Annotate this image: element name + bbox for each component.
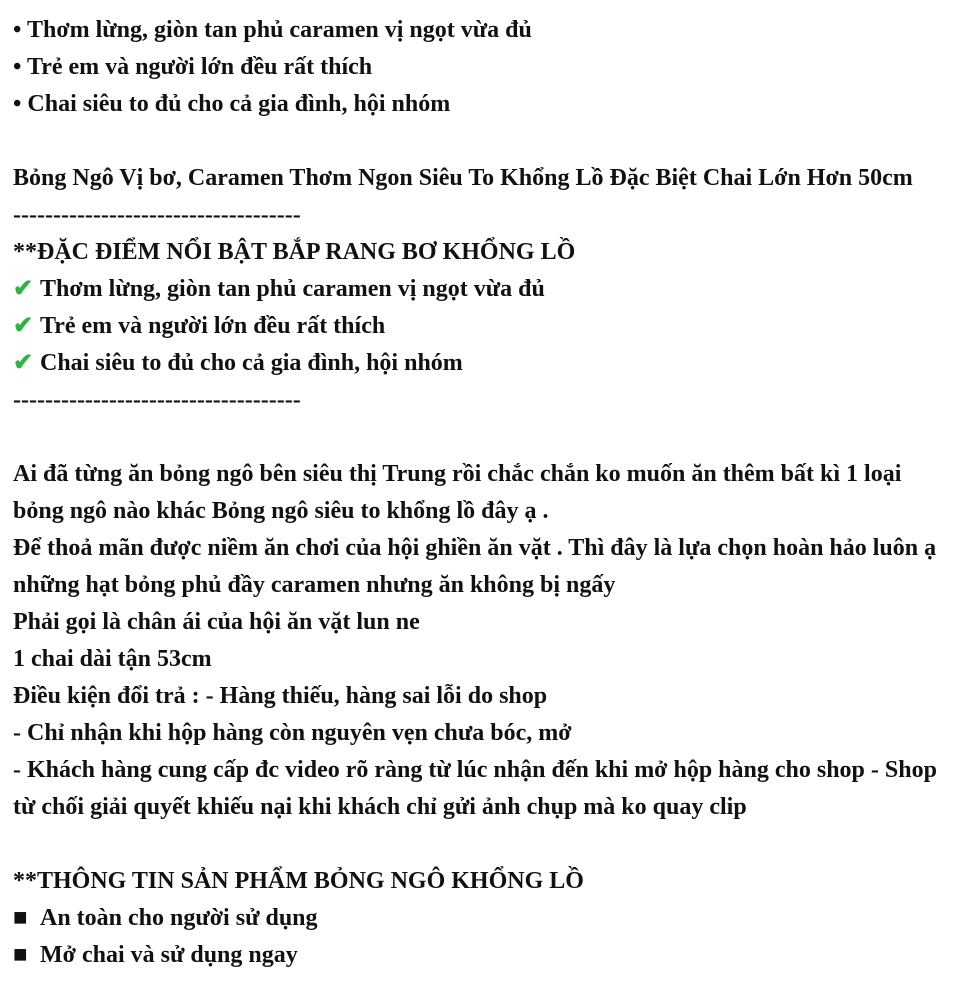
description-paragraph: 1 chai dài tận 53cm <box>13 646 212 672</box>
info-text: An toàn cho người sử dụng <box>40 905 318 931</box>
divider-line: ------------------------------------ <box>13 202 301 228</box>
info-text: Mở chai và sử dụng ngay <box>40 942 298 968</box>
return-policy-line: Điều kiện đổi trả : - Hàng thiếu, hàng sai lỗi do shop <box>13 683 548 709</box>
feature-item <box>13 345 948 382</box>
spacer <box>13 419 948 456</box>
feature-text: Thơm lừng, giòn tan phủ caramen vị ngọt vừa đủ <box>40 276 545 302</box>
product-description <box>13 12 948 974</box>
feature-text: Trẻ em và người lớn đều rất thích <box>40 313 386 339</box>
bullet-line: • Chai siêu to đủ cho cả gia đình, hội nhóm <box>13 91 451 117</box>
features-heading: **ĐẶC ĐIỂM NỔI BẬT BẮP RANG BƠ KHỔNG LỒ <box>13 239 576 265</box>
info-item <box>13 937 948 974</box>
info-item <box>13 900 948 937</box>
spacer <box>13 826 948 863</box>
divider-line: ------------------------------------ <box>13 387 301 413</box>
square-bullet-icon: ■ <box>13 942 28 968</box>
description-paragraph: Phải gọi là chân ái của hội ăn vặt lun ne <box>13 609 420 635</box>
spacer <box>13 123 948 160</box>
description-paragraph: Ai đã từng ăn bỏng ngô bên siêu thị Trung rồi chắc chắn ko muốn ăn thêm bất kì 1 loại bỏng ngô nào khác Bỏng ngô siêu to khổng lồ đây ạ . <box>13 461 902 524</box>
return-policy-line: - Chỉ nhận khi hộp hàng còn nguyên vẹn chưa bóc, mở <box>13 720 572 746</box>
bullet-line: • Trẻ em và người lớn đều rất thích <box>13 54 373 80</box>
checkmark-icon: ✔ <box>13 313 34 339</box>
feature-text: Chai siêu to đủ cho cả gia đình, hội nhóm <box>40 350 463 376</box>
return-policy-line: - Khách hàng cung cấp đc video rõ ràng từ lúc nhận đến khi mở hộp hàng cho shop - Shop từ chối giải quyết khiếu nại khi khách chỉ gửi ảnh chụp mà ko quay clip <box>13 757 937 820</box>
info-heading: **THÔNG TIN SẢN PHẨM BỎNG NGÔ KHỔNG LỒ <box>13 868 584 894</box>
feature-item <box>13 271 948 308</box>
checkmark-icon: ✔ <box>13 350 34 376</box>
square-bullet-icon: ■ <box>13 905 28 931</box>
checkmark-icon: ✔ <box>13 276 34 302</box>
description-paragraph: Để thoả mãn được niềm ăn chơi của hội ghiền ăn vặt . Thì đây là lựa chọn hoàn hảo luôn ạ những hạt bỏng phủ đầy caramen nhưng ăn không bị ngấy <box>13 535 937 598</box>
bullet-line: • Thơm lừng, giòn tan phủ caramen vị ngọt vừa đủ <box>13 17 532 43</box>
product-title: Bỏng Ngô Vị bơ, Caramen Thơm Ngon Siêu To Khổng Lồ Đặc Biệt Chai Lớn Hơn 50cm <box>13 165 913 191</box>
feature-item <box>13 308 948 345</box>
